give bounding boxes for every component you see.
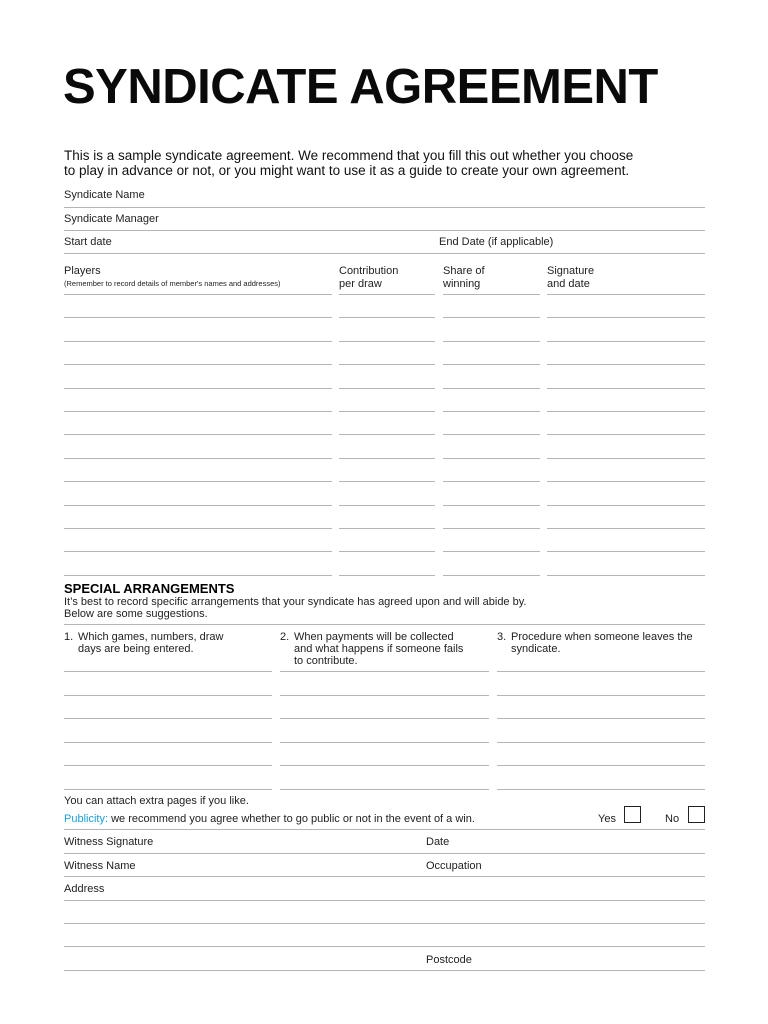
witness-name-label: Witness Name <box>64 860 136 872</box>
players-row-share-line[interactable] <box>443 458 540 459</box>
players-row-signature-line[interactable] <box>547 481 705 482</box>
players-row-signature-line[interactable] <box>547 411 705 412</box>
players-row-share-line[interactable] <box>443 528 540 529</box>
players-row-contribution-line[interactable] <box>339 575 435 576</box>
players-row-share-line[interactable] <box>443 388 540 389</box>
suggestion-2-line2: and what happens if someone fails <box>294 643 464 655</box>
players-row-signature-line[interactable] <box>547 341 705 342</box>
suggestion-3-line[interactable] <box>497 789 705 790</box>
players-row-player-line[interactable] <box>64 364 332 365</box>
players-row-contribution-line[interactable] <box>339 528 435 529</box>
suggestion-2-line[interactable] <box>280 742 489 743</box>
suggestion-3-number: 3. <box>497 631 507 643</box>
publicity-statement <box>64 813 475 825</box>
players-row-signature-line[interactable] <box>547 317 705 318</box>
address-label: Address <box>64 883 105 895</box>
syndicate-name-label: Syndicate Name <box>64 189 145 201</box>
special-desc-line1: It’s best to record specific arrangements that your syndicate has agreed upon and will abide by. <box>64 596 527 608</box>
players-note: (Remember to record details of member's names and addresses) <box>64 279 281 288</box>
signature-header-line1: Signature <box>547 265 595 277</box>
dates-field[interactable] <box>64 253 705 254</box>
players-row-contribution-line[interactable] <box>339 294 435 295</box>
no-label: No <box>665 813 680 825</box>
contribution-header-line1: Contribution <box>339 265 399 277</box>
players-row-contribution-line[interactable] <box>339 341 435 342</box>
players-row-contribution-line[interactable] <box>339 388 435 389</box>
date-label: Date <box>426 836 450 848</box>
players-row-signature-line[interactable] <box>547 528 705 529</box>
address-line-1[interactable] <box>64 900 705 901</box>
address-line-2[interactable] <box>64 923 705 924</box>
players-row-player-line[interactable] <box>64 411 332 412</box>
players-row-signature-line[interactable] <box>547 434 705 435</box>
suggestion-2-line3: to contribute. <box>294 655 358 667</box>
players-row-contribution-line[interactable] <box>339 317 435 318</box>
intro-line-1: This is a sample syndicate agreement. We recommend that you fill this out whether you choose <box>64 148 634 163</box>
players-row-share-line[interactable] <box>443 481 540 482</box>
players-header: Players <box>64 265 101 277</box>
players-row-player-line[interactable] <box>64 575 332 576</box>
suggestion-1-number: 1. <box>64 631 74 643</box>
players-row-player-line[interactable] <box>64 317 332 318</box>
players-row-player-line[interactable] <box>64 434 332 435</box>
players-row-player-line[interactable] <box>64 388 332 389</box>
share-header-line2: winning <box>443 278 481 290</box>
players-row-player-line[interactable] <box>64 505 332 506</box>
share-header-line1: Share of <box>443 265 485 277</box>
players-row-signature-line[interactable] <box>547 551 705 552</box>
intro-text <box>64 148 704 178</box>
suggestion-1-line[interactable] <box>64 671 272 672</box>
yes-checkbox[interactable] <box>624 806 641 823</box>
players-row-signature-line[interactable] <box>547 458 705 459</box>
suggestion-3 <box>497 631 693 655</box>
suggestion-1-line[interactable] <box>64 742 272 743</box>
players-row-player-line[interactable] <box>64 294 332 295</box>
syndicate-name-field[interactable] <box>64 207 705 208</box>
suggestion-1-line2: days are being entered. <box>78 643 194 655</box>
end-date-label: End Date (if applicable) <box>439 236 554 248</box>
suggestion-1-line[interactable] <box>64 695 272 696</box>
players-row-share-line[interactable] <box>443 341 540 342</box>
players-row-share-line[interactable] <box>443 505 540 506</box>
no-checkbox[interactable] <box>688 806 705 823</box>
witness-signature-field[interactable] <box>64 853 705 854</box>
players-row-share-line[interactable] <box>443 317 540 318</box>
suggestion-3-line[interactable] <box>497 765 705 766</box>
contribution-header-line2: per draw <box>339 278 382 290</box>
players-row-signature-line[interactable] <box>547 364 705 365</box>
players-row-contribution-line[interactable] <box>339 481 435 482</box>
suggestion-3-line[interactable] <box>497 742 705 743</box>
players-row-signature-line[interactable] <box>547 294 705 295</box>
players-row-contribution-line[interactable] <box>339 505 435 506</box>
players-row-share-line[interactable] <box>443 434 540 435</box>
suggestion-2-line[interactable] <box>280 671 489 672</box>
postcode-label: Postcode <box>426 954 472 966</box>
players-row-contribution-line[interactable] <box>339 411 435 412</box>
suggestion-2-line[interactable] <box>280 789 489 790</box>
suggestion-3-line[interactable] <box>497 718 705 719</box>
attach-note: You can attach extra pages if you like. <box>64 795 249 807</box>
suggestion-3-line[interactable] <box>497 695 705 696</box>
suggestion-1-line1: Which games, numbers, draw <box>78 631 224 643</box>
start-date-label: Start date <box>64 236 112 248</box>
suggestion-1 <box>64 631 224 655</box>
intro-line-2: to play in advance or not, or you might want to use it as a guide to create your own agreement. <box>64 163 630 178</box>
suggestion-2-line[interactable] <box>280 718 489 719</box>
suggestion-2-line[interactable] <box>280 765 489 766</box>
players-row-share-line[interactable] <box>443 551 540 552</box>
players-row-player-line[interactable] <box>64 551 332 552</box>
special-arrangements-heading: SPECIAL ARRANGEMENTS <box>64 581 235 596</box>
suggestion-1-line[interactable] <box>64 718 272 719</box>
players-row-player-line[interactable] <box>64 481 332 482</box>
players-row-share-line[interactable] <box>443 294 540 295</box>
suggestion-3-line[interactable] <box>497 671 705 672</box>
suggestion-2-line1: When payments will be collected <box>294 631 454 643</box>
yes-label: Yes <box>598 813 616 825</box>
signature-header-line2: and date <box>547 278 590 290</box>
players-row-signature-line[interactable] <box>547 575 705 576</box>
players-row-signature-line[interactable] <box>547 505 705 506</box>
address-line-3[interactable] <box>64 946 705 947</box>
players-row-player-line[interactable] <box>64 458 332 459</box>
players-row-share-line[interactable] <box>443 364 540 365</box>
suggestion-2-number: 2. <box>280 631 290 643</box>
suggestion-1-line[interactable] <box>64 765 272 766</box>
players-row-share-line[interactable] <box>443 411 540 412</box>
suggestion-3-line2: syndicate. <box>511 643 561 655</box>
players-row-contribution-line[interactable] <box>339 458 435 459</box>
players-row-contribution-line[interactable] <box>339 434 435 435</box>
publicity-divider <box>64 829 705 830</box>
publicity-text: we recommend you agree whether to go public or not in the event of a win. <box>108 813 475 825</box>
players-row-contribution-line[interactable] <box>339 364 435 365</box>
witness-name-field[interactable] <box>64 876 705 877</box>
suggestion-1-line[interactable] <box>64 789 272 790</box>
page-title: SYNDICATE AGREEMENT <box>63 60 658 114</box>
syndicate-manager-field[interactable] <box>64 230 705 231</box>
players-row-player-line[interactable] <box>64 528 332 529</box>
occupation-label: Occupation <box>426 860 482 872</box>
suggestion-3-line1: Procedure when someone leaves the <box>511 631 693 643</box>
publicity-label: Publicity: <box>64 813 109 825</box>
suggestion-2-line[interactable] <box>280 695 489 696</box>
players-row-contribution-line[interactable] <box>339 551 435 552</box>
suggestion-2 <box>280 631 463 667</box>
postcode-field[interactable] <box>64 970 705 971</box>
special-desc-line2: Below are some suggestions. <box>64 608 208 620</box>
special-divider <box>64 624 705 625</box>
syndicate-manager-label: Syndicate Manager <box>64 213 159 225</box>
players-row-player-line[interactable] <box>64 341 332 342</box>
players-row-signature-line[interactable] <box>547 388 705 389</box>
witness-signature-label: Witness Signature <box>64 836 154 848</box>
players-row-share-line[interactable] <box>443 575 540 576</box>
